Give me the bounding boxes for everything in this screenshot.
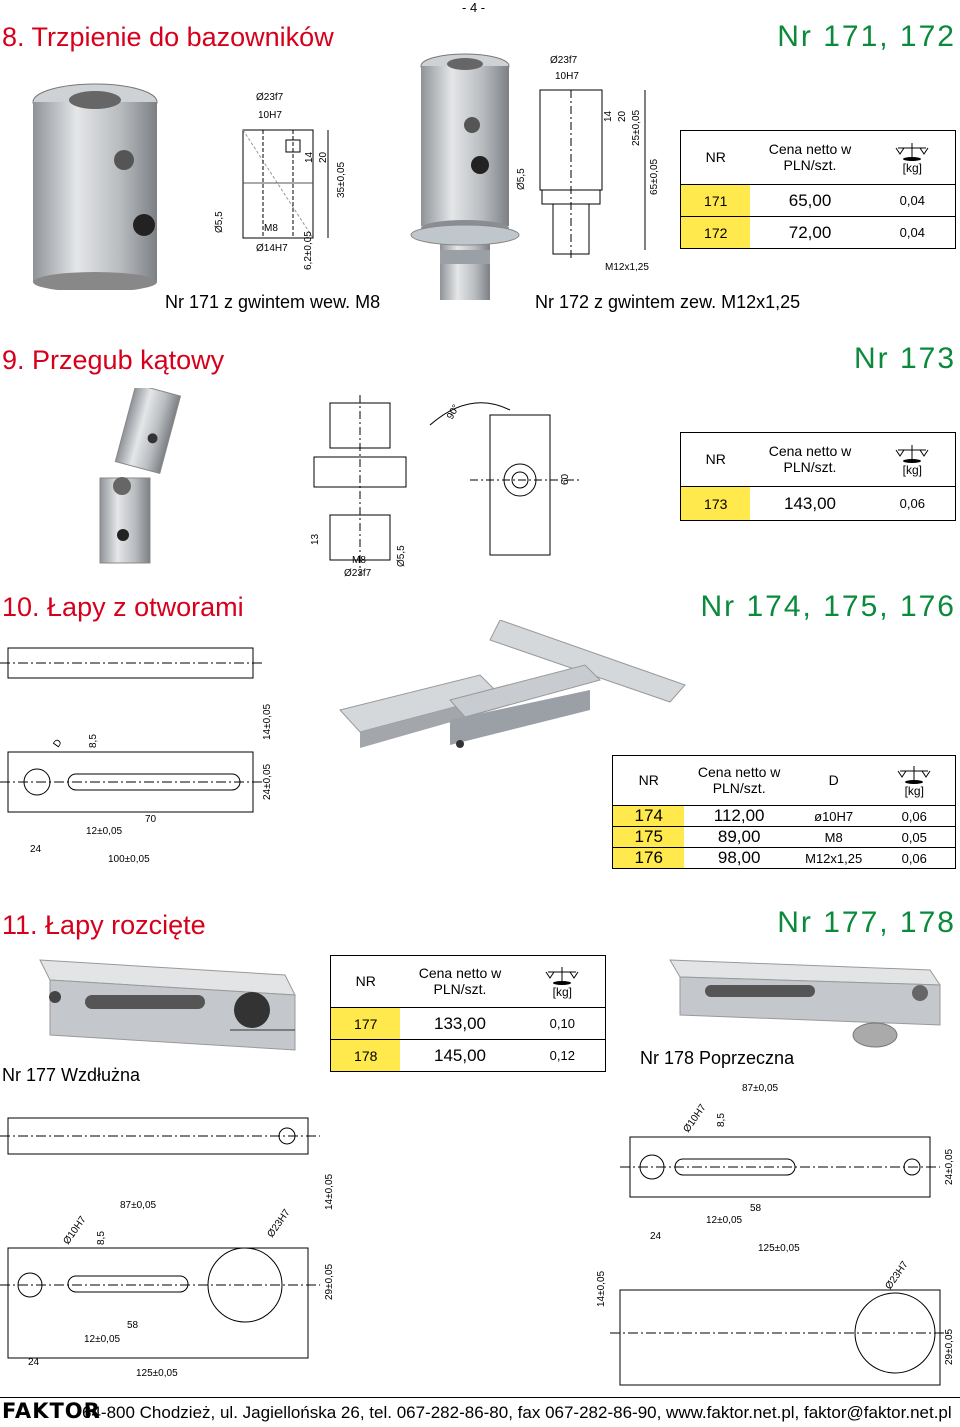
dim-172-2: Ø5,5	[516, 168, 527, 190]
dim-178-10: 29±0,05	[944, 1328, 955, 1365]
cell-kg: 0,05	[874, 827, 956, 848]
scale-icon	[544, 964, 580, 986]
th-weight: [kg]	[520, 956, 606, 1008]
cell-price: 98,00	[684, 848, 793, 869]
dim-171-8: 35±0,05	[336, 161, 347, 198]
dim-172-3: 14	[603, 110, 614, 122]
product-photo-171	[20, 60, 170, 290]
dim-171-7: 20	[318, 151, 329, 163]
dim-174-6: 24	[30, 844, 42, 855]
caption-177: Nr 177 Wzdłużna	[2, 1065, 141, 1085]
cell-kg: 0,10	[520, 1008, 606, 1040]
price-table-171-172	[680, 130, 956, 249]
scale-icon	[894, 442, 930, 464]
footer-divider	[0, 1397, 960, 1398]
th-price: Cena netto w PLN/szt.	[750, 131, 869, 185]
cell-nr: 175	[613, 827, 685, 848]
dim-177-3: Ø23H7	[265, 1207, 293, 1240]
dim-172-7: M12x1,25	[605, 262, 649, 273]
cell-price: 133,00	[400, 1008, 519, 1040]
dim-171-6: 14	[304, 151, 315, 163]
caption-171: Nr 171 z gwintem wew. M8	[165, 292, 381, 312]
dim-174-1: 8,5	[88, 734, 99, 748]
dim-173-4: Ø23f7	[344, 568, 372, 579]
dim-171-1: 10H7	[258, 110, 282, 121]
drawing-177	[0, 1100, 345, 1390]
cell-kg: 0,12	[520, 1040, 606, 1072]
dim-178-9: Ø23H7	[883, 1259, 911, 1292]
cell-price: 112,00	[684, 806, 793, 827]
section-10-title: 10. Łapy z otworami	[2, 592, 244, 622]
page-number: - 4 -	[462, 0, 486, 15]
dim-174-2: 14±0,05	[262, 703, 273, 740]
section-9-title: 9. Przegub kątowy	[2, 345, 225, 375]
footer	[0, 1395, 960, 1427]
dim-177-1: Ø10H7	[61, 1214, 89, 1247]
dim-177-2: 8,5	[96, 1231, 107, 1245]
cell-nr: 173	[681, 487, 751, 521]
dim-177-4: 14±0,05	[324, 1173, 335, 1210]
dim-174-7: 100±0,05	[108, 854, 150, 865]
dim-178-4: 58	[750, 1203, 762, 1214]
dim-177-0: 87±0,05	[120, 1200, 157, 1211]
cell-d: M12x1,25	[794, 848, 874, 869]
price-table-173	[680, 432, 956, 521]
cell-nr: 178	[331, 1040, 401, 1072]
dim-178-1: Ø10H7	[681, 1102, 709, 1135]
th-weight: [kg]	[874, 756, 956, 806]
dim-178-2: 8,5	[716, 1113, 727, 1127]
cell-price: 145,00	[400, 1040, 519, 1072]
cell-price: 65,00	[750, 185, 869, 217]
dim-171-0: Ø23f7	[256, 92, 284, 103]
th-price: Cena netto w PLN/szt.	[684, 756, 793, 806]
dim-178-8: 14±0,05	[596, 1270, 607, 1307]
cell-nr: 177	[331, 1008, 401, 1040]
cell-nr: 171	[681, 185, 751, 217]
section-8-nr: Nr 171, 172	[777, 20, 956, 53]
dim-173-2: 13	[310, 533, 321, 545]
section-11-title: 11. Łapy rozcięte	[2, 910, 206, 940]
th-price: Cena netto w PLN/szt.	[400, 956, 519, 1008]
th-d: D	[794, 756, 874, 806]
cell-price: 143,00	[750, 487, 869, 521]
dim-177-6: 58	[127, 1320, 139, 1331]
dim-177-7: 12±0,05	[84, 1334, 121, 1345]
drawing-172	[505, 50, 675, 280]
cell-nr: 172	[681, 217, 751, 249]
th-price: Cena netto w PLN/szt.	[750, 433, 869, 487]
th-nr: NR	[613, 756, 685, 806]
cell-price: 72,00	[750, 217, 869, 249]
dim-171-5: 6,2±0,05	[303, 231, 314, 270]
caption-172: Nr 172 z gwintem zew. M12x1,25	[535, 292, 801, 312]
product-photo-174-176	[330, 620, 700, 770]
th-nr: NR	[331, 956, 401, 1008]
cell-kg: 0,06	[870, 487, 956, 521]
dim-172-5: 25±0,05	[631, 109, 642, 146]
cell-kg: 0,06	[874, 848, 956, 869]
dim-173-1: 60	[560, 473, 571, 485]
product-photo-178	[660, 955, 950, 1050]
drawing-174-176	[0, 640, 290, 875]
drawing-173	[300, 395, 590, 580]
dim-178-5: 12±0,05	[706, 1215, 743, 1226]
dim-172-6: 65±0,05	[649, 158, 660, 195]
cell-kg: 0,04	[870, 217, 956, 249]
cell-d: M8	[794, 827, 874, 848]
dim-174-4: 70	[145, 814, 157, 825]
drawing-178	[590, 1075, 960, 1393]
scale-icon	[896, 763, 932, 785]
dim-171-3: M8	[264, 223, 278, 234]
dim-172-0: Ø23f7	[550, 55, 578, 66]
section-8-title: 8. Trzpienie do bazowników	[2, 22, 334, 52]
dim-171-2: Ø5,5	[214, 211, 225, 233]
price-table-174-176	[612, 755, 956, 869]
dim-174-3: 24±0,05	[262, 763, 273, 800]
scale-icon	[894, 140, 930, 162]
product-photo-173	[90, 388, 200, 568]
dim-173-5: Ø5,5	[396, 545, 407, 567]
dim-178-0: 87±0,05	[742, 1083, 779, 1094]
faktor-logo: FAKTOR	[2, 1399, 101, 1423]
dim-178-3: 24±0,05	[944, 1148, 955, 1185]
footer-contact: 64-800 Chodzież, ul. Jagiellońska 26, tel. 067-282-86-80, fax 067-282-86-90, www.faktor.net.pl, faktor@faktor.net.pl	[82, 1403, 952, 1422]
cell-price: 89,00	[684, 827, 793, 848]
caption-178: Nr 178 Poprzeczna	[640, 1048, 795, 1068]
dim-177-8: 24	[28, 1357, 40, 1368]
cell-kg: 0,04	[870, 185, 956, 217]
dim-177-5: 29±0,05	[324, 1263, 335, 1300]
th-weight: [kg]	[870, 131, 956, 185]
dim-174-0: D	[51, 737, 65, 750]
dim-171-4: Ø14H7	[256, 243, 288, 254]
price-table-177-178	[330, 955, 606, 1072]
section-11-nr: Nr 177, 178	[777, 906, 956, 939]
dim-177-9: 125±0,05	[136, 1368, 178, 1379]
cell-kg: 0,06	[874, 806, 956, 827]
product-photo-172	[410, 50, 520, 310]
cell-d: ø10H7	[794, 806, 874, 827]
th-nr: NR	[681, 131, 751, 185]
dim-172-1: 10H7	[555, 71, 579, 82]
th-weight: [kg]	[870, 433, 956, 487]
drawing-171	[208, 88, 358, 278]
section-10-nr: Nr 174, 175, 176	[700, 590, 956, 623]
dim-172-4: 20	[617, 110, 628, 122]
th-nr: NR	[681, 433, 751, 487]
dim-173-0: 90°	[445, 402, 463, 422]
product-photo-177	[30, 955, 300, 1060]
dim-178-7: 125±0,05	[758, 1243, 800, 1254]
cell-nr: 176	[613, 848, 685, 869]
dim-174-5: 12±0,05	[86, 826, 123, 837]
dim-178-6: 24	[650, 1231, 662, 1242]
dim-173-3: M8	[352, 555, 366, 566]
cell-nr: 174	[613, 806, 685, 827]
section-9-nr: Nr 173	[853, 342, 956, 375]
